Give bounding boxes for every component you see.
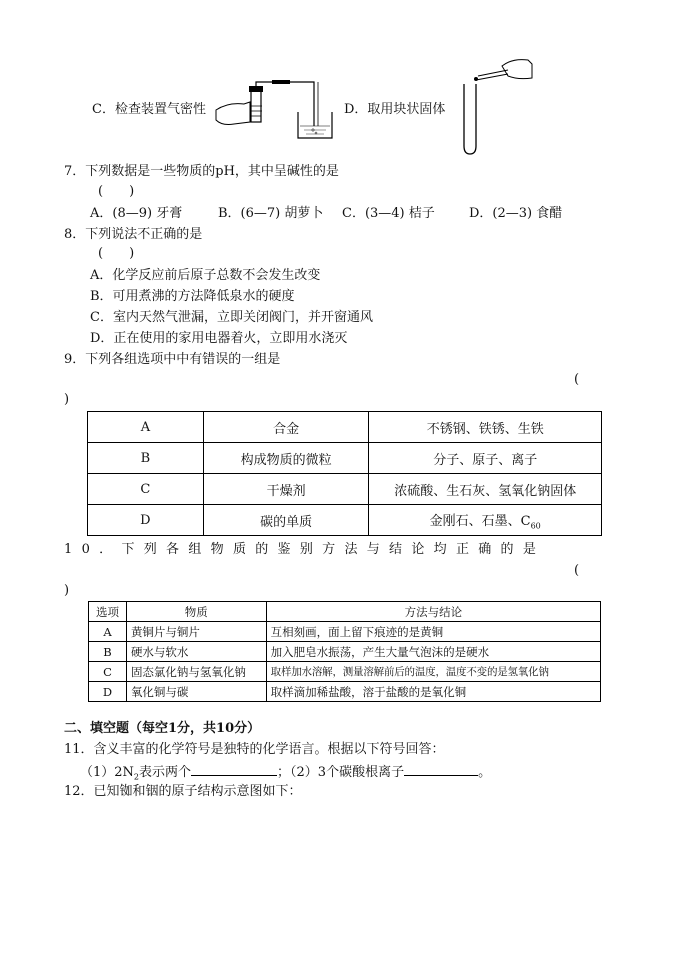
q7-option-c: C．(3—4) 桔子 — [342, 206, 435, 221]
q8-option-b: B．可用煮沸的方法降低泉水的硬度 — [90, 289, 295, 304]
n2-subscript: 2 — [133, 772, 140, 782]
table-row — [89, 662, 601, 682]
q11-stem: 11．含义丰富的化学符号是独特的化学语言。根据以下符号回答： — [64, 742, 445, 757]
q8-option-c: C．室内天然气泄漏，立即关闭阀门，并开窗通风 — [90, 310, 373, 325]
q9-row-d-examples-text: 金刚石、石墨、C — [429, 513, 531, 529]
q9-row-d-examples — [369, 505, 602, 536]
q10-row-a-substance: 黄铜片与铜片 — [126, 622, 266, 642]
q11-part1-label: 表示两个 — [139, 765, 192, 780]
q9-row-a-examples: 不锈钢、铁锈、生铁 — [369, 412, 602, 443]
q10-table — [88, 601, 601, 702]
q7-stem: 7．下列数据是一些物质的pH，其中呈碱性的是 — [64, 164, 339, 179]
q9-row-b-category: 构成物质的微粒 — [203, 443, 369, 474]
q11-part1-prefix: （1）2N — [80, 765, 134, 780]
q6-option-d: D．取用块状固体 — [344, 102, 446, 117]
q10-row-a-method: 互相刻画，面上留下痕迹的是黄铜 — [266, 622, 600, 642]
q9-paren-open: ( — [574, 372, 580, 387]
q9-row-d-option: D — [88, 505, 204, 536]
q9-row-c-option: C — [88, 474, 204, 505]
q9-row-d-category: 碳的单质 — [203, 505, 369, 536]
q10-row-c-method: 取样加水溶解，测量溶解前后的温度，温度不变的是氢氧化钠 — [266, 662, 600, 682]
q11-part2-label: ；（2）3个碳酸根离子 — [277, 765, 405, 780]
table-header-row — [89, 602, 601, 622]
q10-stem: 10．下列各组物质的鉴别方法与结论均正确的是 — [64, 542, 546, 557]
q10-row-c-option: C — [89, 662, 127, 682]
q10-paren-open: ( — [574, 563, 580, 578]
q10-paren-close: ) — [64, 583, 70, 598]
q12-stem: 12．已知铷和铟的原子结构示意图如下： — [64, 784, 302, 799]
table-row — [88, 412, 602, 443]
q10-header-option: 选项 — [89, 602, 127, 622]
q10-header-substance: 物质 — [126, 602, 266, 622]
q9-table — [87, 411, 602, 536]
table-row — [88, 505, 602, 536]
q8-stem: 8．下列说法不正确的是 — [64, 227, 203, 242]
table-row — [89, 642, 601, 662]
q10-row-d-method: 取样滴加稀盐酸，溶于盐酸的是氧化铜 — [266, 682, 600, 702]
q11-blank-1[interactable] — [191, 763, 277, 776]
q10-row-c-substance: 固态氯化钠与氢氧化钠 — [126, 662, 266, 682]
q10-row-d-substance: 氧化铜与碳 — [126, 682, 266, 702]
gas-tightness-apparatus-illustration — [214, 76, 344, 142]
q9-row-c-category: 干燥剂 — [203, 474, 369, 505]
table-row — [89, 682, 601, 702]
q6-option-c: C．检查装置气密性 — [92, 102, 206, 117]
c60-subscript: 60 — [530, 521, 541, 531]
q8-answer-paren: ( ) — [98, 246, 135, 261]
table-row — [88, 443, 602, 474]
q8-option-a: A．化学反应前后原子总数不会发生改变 — [90, 268, 321, 283]
q10-row-b-substance: 硬水与软水 — [126, 642, 266, 662]
q10-row-b-option: B — [89, 642, 127, 662]
table-row — [88, 474, 602, 505]
q11-end-mark: 。 — [478, 765, 492, 780]
table-row — [89, 622, 601, 642]
q7-option-d: D．(2—3) 食醋 — [469, 206, 563, 221]
q7-option-b: B．(6—7) 胡萝卜 — [218, 206, 324, 221]
q9-row-a-option: A — [88, 412, 204, 443]
q11-blank-2[interactable] — [404, 763, 478, 776]
q9-paren-close: ) — [64, 392, 70, 407]
q10-header-method: 方法与结论 — [266, 602, 600, 622]
q9-row-b-examples: 分子、原子、离子 — [369, 443, 602, 474]
q7-option-a: A．(8—9) 牙膏 — [90, 206, 183, 221]
q10-row-d-option: D — [89, 682, 127, 702]
q9-stem: 9．下列各组选项中中有错误的一组是 — [64, 352, 281, 367]
q9-row-a-category: 合金 — [203, 412, 369, 443]
q9-row-b-option: B — [88, 443, 204, 474]
q10-row-b-method: 加入肥皂水振荡，产生大量气泡沫的是硬水 — [266, 642, 600, 662]
solid-into-test-tube-illustration — [452, 54, 536, 158]
q9-row-c-examples: 浓硫酸、生石灰、氢氧化钠固体 — [369, 474, 602, 505]
q7-answer-paren: ( ) — [98, 184, 135, 199]
section-title: 二、填空题（每空1分，共10分） — [64, 721, 261, 736]
q10-row-a-option: A — [89, 622, 127, 642]
q8-option-d: D．正在使用的家用电器着火，立即用水浇灭 — [90, 331, 348, 346]
